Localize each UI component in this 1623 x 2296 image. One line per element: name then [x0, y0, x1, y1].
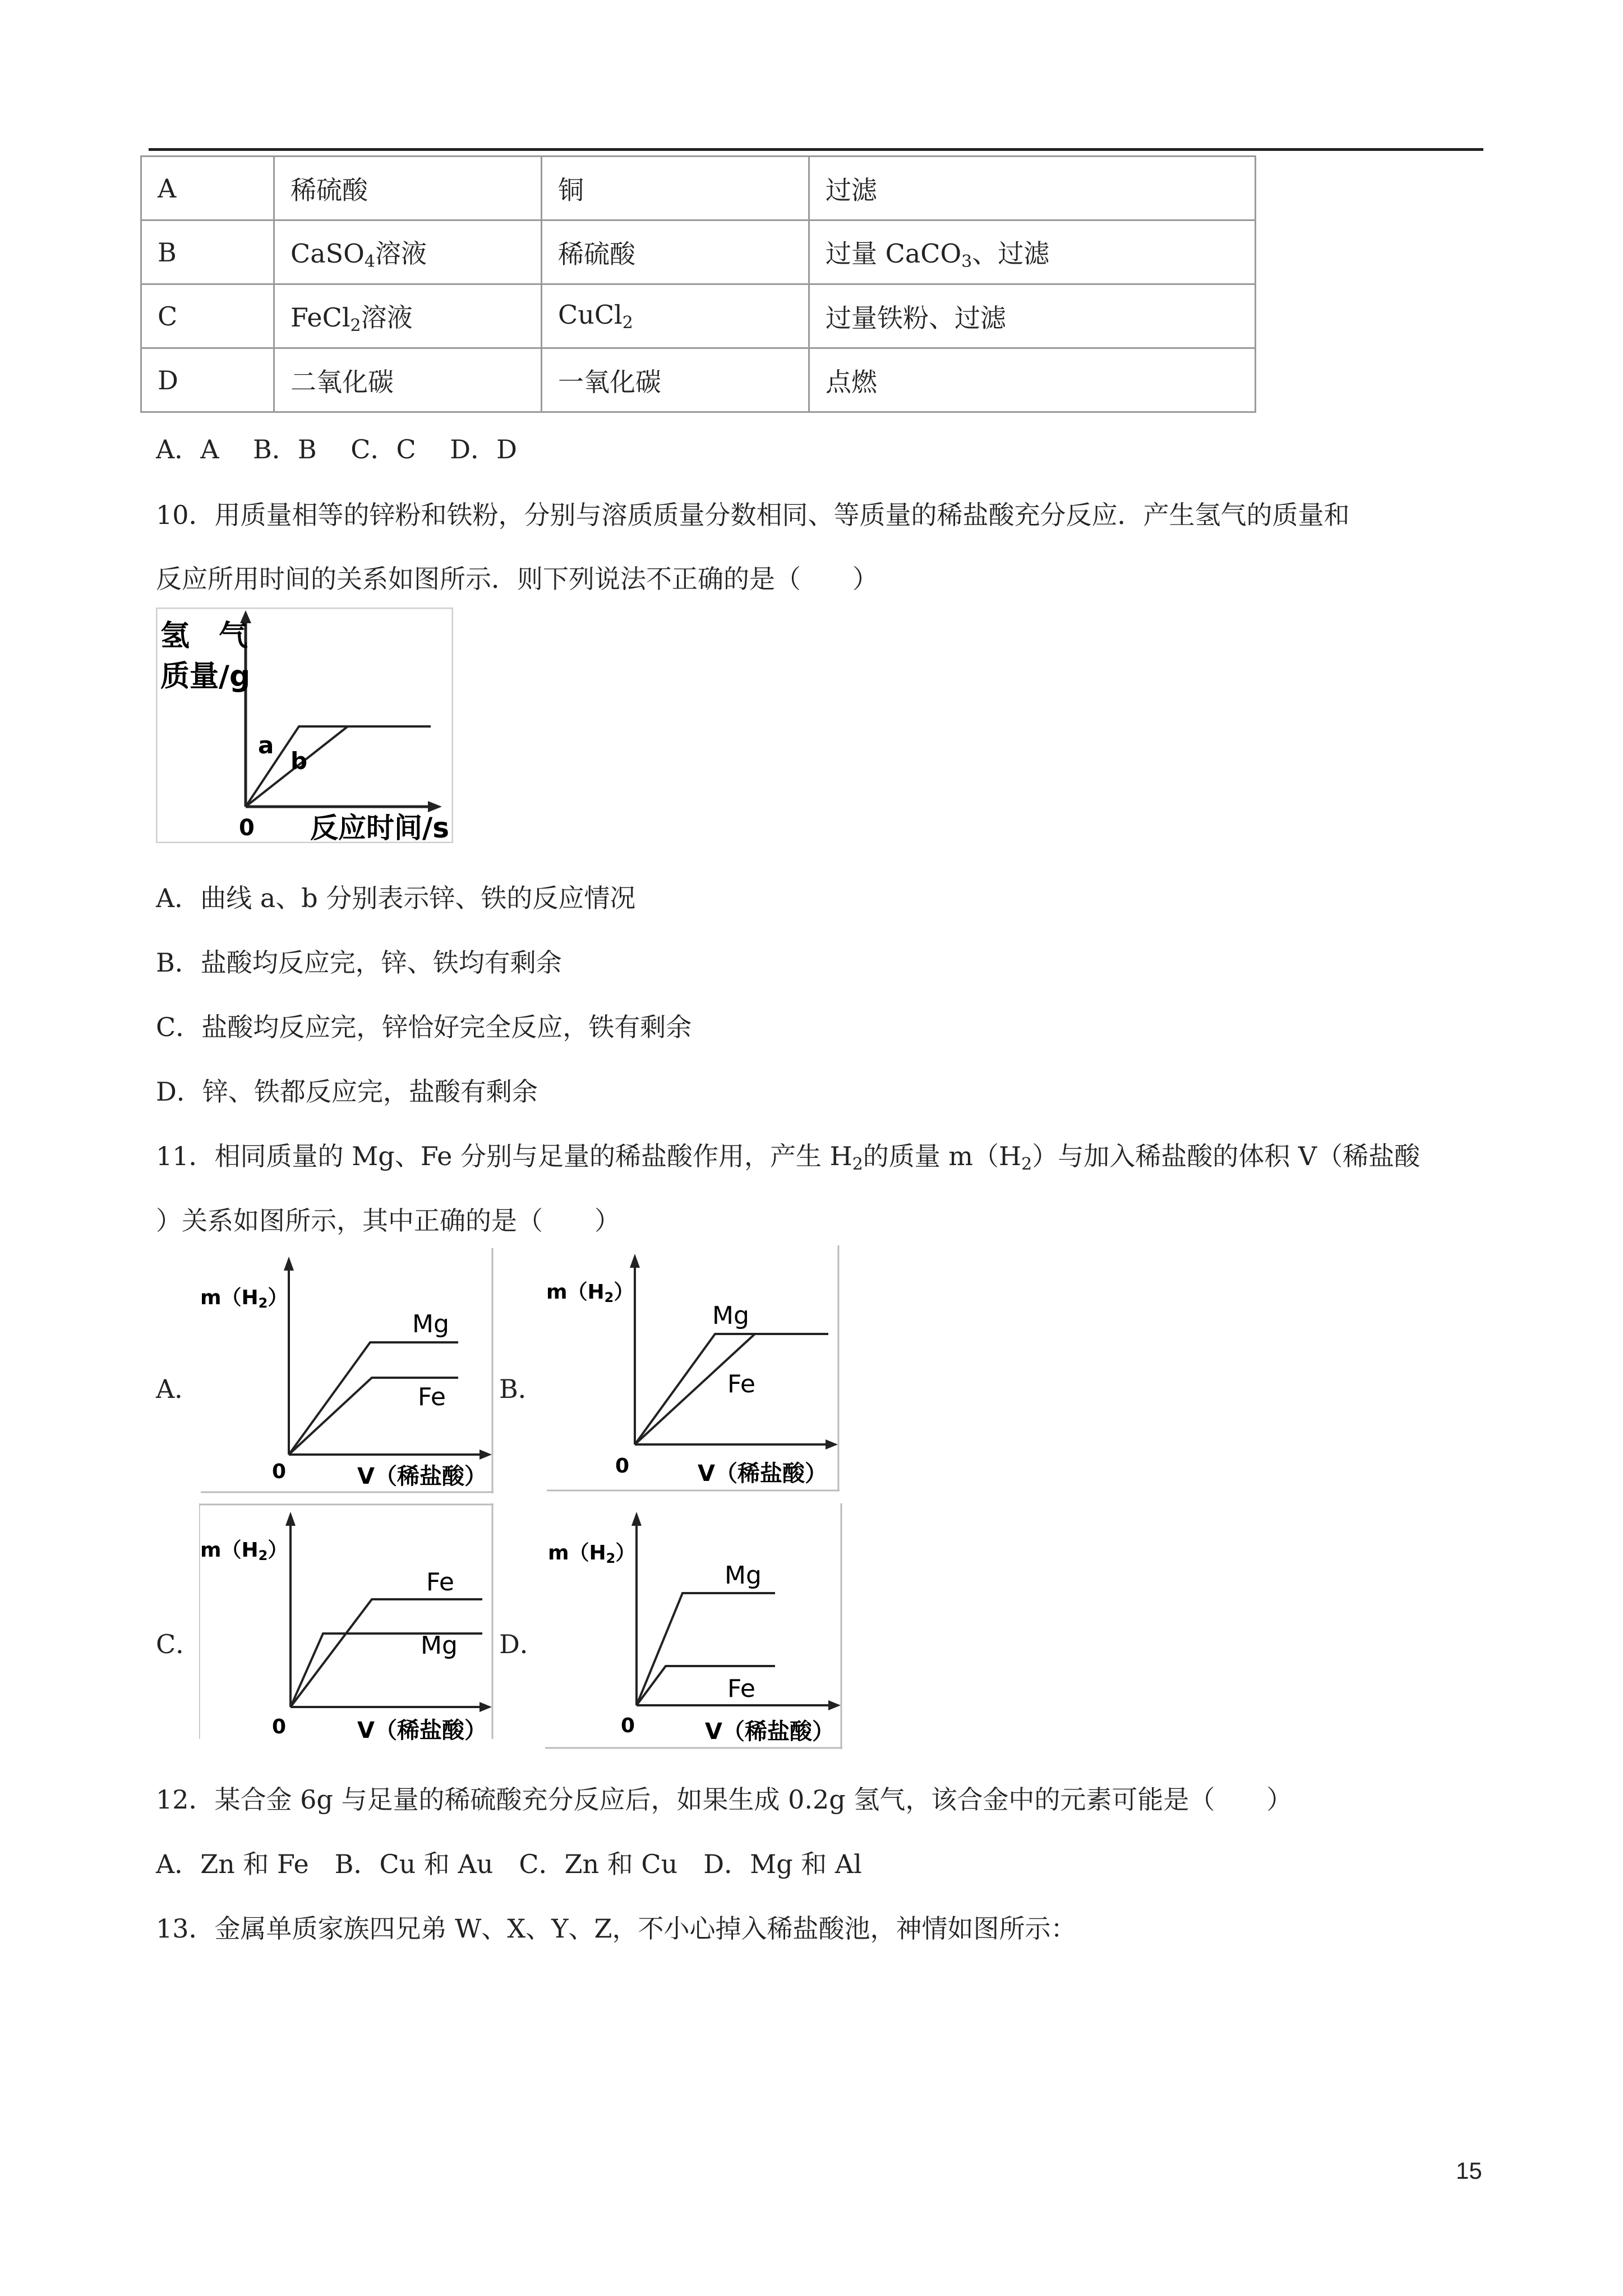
- row-method: 过量 CaCO$_3$、过滤: [809, 220, 1256, 284]
- q11-b-origin: 0: [615, 1455, 630, 1478]
- q11-c-mg-label: Mg: [421, 1631, 458, 1660]
- table-row: [141, 220, 1256, 284]
- q11-a-mg-label: Mg: [412, 1310, 449, 1338]
- q11-option-c-letter: C．: [156, 1629, 202, 1659]
- q11-graph-c: [199, 1503, 496, 1745]
- q10-curve-b-label: b: [291, 747, 308, 775]
- q11-c-ylabel: m（H2）: [200, 1539, 288, 1563]
- q11-option-d-letter: D．: [499, 1629, 546, 1659]
- q11-stem-line1: 11．相同质量的 Mg、Fe 分别与足量的稀盐酸作用，产生 $H_2$的质量 $m(H_2)$与加入稀盐酸的体积 V（稀盐酸: [156, 1141, 1421, 1174]
- row-substance: CaSO$_4$溶液: [274, 220, 542, 284]
- q11-stem-line2: ）关系如图所示，其中正确的是（ ）: [156, 1205, 620, 1236]
- q11-b-mg-label: Mg: [712, 1301, 749, 1330]
- q11-option-a-letter: A．: [156, 1374, 201, 1404]
- q10-option-a: A．曲线 a、b 分别表示锌、铁的反应情况: [156, 883, 636, 913]
- q11-graph-d: [545, 1503, 845, 1750]
- q11-a-ylabel: m（H2）: [200, 1286, 288, 1311]
- row-impurity: 稀硫酸: [542, 220, 809, 284]
- q11-b-fe-label: Fe: [727, 1370, 755, 1398]
- row-substance: FeCl$_2$溶液: [274, 284, 542, 348]
- row-letter: A: [141, 157, 274, 220]
- q10-origin-label: 0: [239, 815, 255, 841]
- q11-d-mg-label: Mg: [725, 1561, 762, 1590]
- table-row: [141, 348, 1256, 412]
- q12-options: A．Zn 和 Fe B．Cu 和 Au C．Zn 和 Cu D．Mg 和 Al: [156, 1849, 862, 1879]
- page-number: 15: [1456, 2157, 1482, 2184]
- q10-ylabel-1: 氢 气: [160, 619, 248, 653]
- table-row: [141, 157, 1256, 220]
- q10-option-d: D．锌、铁都反应完，盐酸有剩余: [156, 1076, 538, 1107]
- q11-b-ylabel: m（H2）: [546, 1281, 634, 1305]
- table-row: [141, 284, 1256, 348]
- q11-d-fe-label: Fe: [727, 1674, 755, 1703]
- row-substance: 二氧化碳: [274, 348, 542, 412]
- row-letter: C: [141, 284, 274, 348]
- q11-d-ylabel: m（H2）: [548, 1542, 636, 1566]
- q11-graph-a: [199, 1248, 496, 1495]
- q10-curve-a-label: a: [258, 731, 274, 759]
- q11-a-xlabel: V（稀盐酸）: [357, 1464, 487, 1489]
- row-letter: D: [141, 348, 274, 412]
- q10-figure: [156, 608, 453, 843]
- q13-stem: 13．金属单质家族四兄弟 W、X、Y、Z，不小心掉入稀盐酸池，神情如图所示：: [156, 1913, 1077, 1944]
- q11-b-xlabel: V（稀盐酸）: [698, 1461, 827, 1487]
- q9-options: A．A B．B C．C D．D: [156, 434, 518, 464]
- q11-a-origin: 0: [272, 1460, 287, 1483]
- q11-a-fe-label: Fe: [418, 1383, 446, 1411]
- row-method: 过量铁粉、过滤: [809, 284, 1256, 348]
- q11-option-b-letter: B．: [499, 1374, 544, 1404]
- q10-ylabel-2: 质量/g: [160, 660, 251, 693]
- row-substance: 稀硫酸: [274, 157, 542, 220]
- q10-stem-line2: 反应所用时间的关系如图所示．则下列说法不正确的是（ ）: [156, 564, 878, 594]
- q10-option-c: C．盐酸均反应完，锌恰好完全反应，铁有剩余: [156, 1012, 692, 1042]
- row-impurity: 铜: [542, 157, 809, 220]
- q10-xlabel: 反应时间/s: [310, 812, 450, 843]
- row-method: 点燃: [809, 348, 1256, 412]
- row-method: 过滤: [809, 157, 1256, 220]
- header-rule: [149, 148, 1483, 151]
- q10-stem-line1: 10．用质量相等的锌粉和铁粉，分别与溶质质量分数相同、等质量的稀盐酸充分反应．产生氢气的质量和: [156, 500, 1350, 530]
- row-impurity: CuCl$_2$: [542, 284, 809, 348]
- q9-table: [140, 155, 1256, 413]
- q11-c-origin: 0: [272, 1715, 287, 1738]
- q11-d-xlabel: V（稀盐酸）: [705, 1719, 834, 1745]
- row-letter: B: [141, 220, 274, 284]
- q10-option-b: B．盐酸均反应完，锌、铁均有剩余: [156, 947, 562, 978]
- q11-d-origin: 0: [621, 1714, 635, 1737]
- q12-stem: 12．某合金 6g 与足量的稀硫酸充分反应后，如果生成 0.2g 氢气，该合金中的元素可能是（ ）: [156, 1784, 1293, 1815]
- row-impurity: 一氧化碳: [542, 348, 809, 412]
- q11-graph-b: [545, 1245, 842, 1492]
- q11-c-fe-label: Fe: [426, 1568, 454, 1596]
- q11-c-xlabel: V（稀盐酸）: [357, 1718, 487, 1743]
